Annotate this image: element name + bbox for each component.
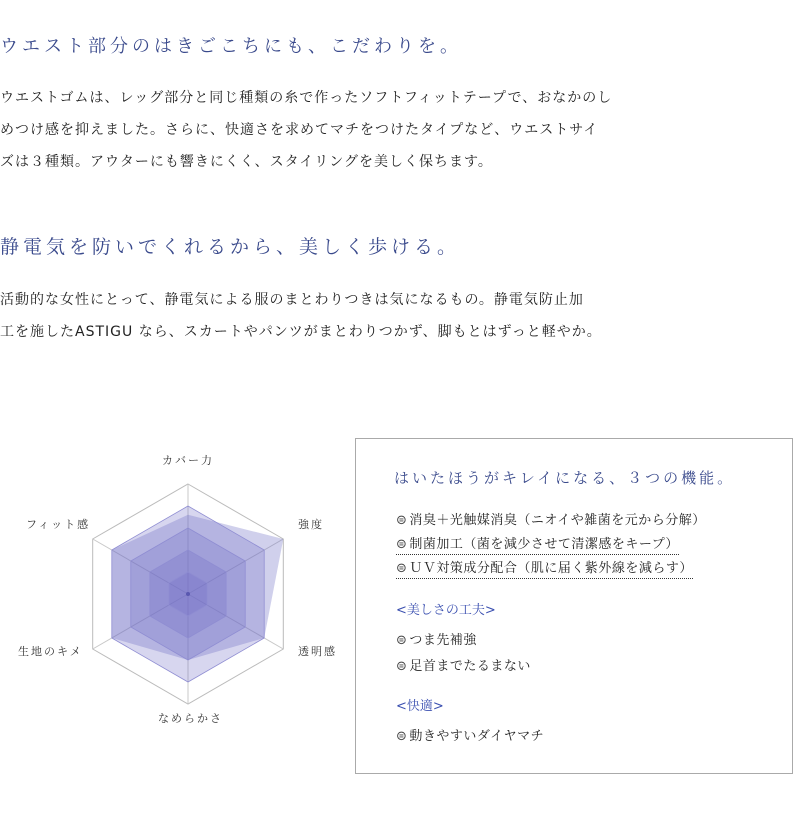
radar-axis-label-transparency: 透明感 (298, 645, 337, 658)
feature-bullet-icon: ⊜ (396, 537, 408, 552)
feature-bullet-icon: ⊜ (396, 659, 408, 674)
radar-axis-label-texture: 生地のキメ (18, 645, 83, 658)
section1-heading: ウエスト部分のはきごこちにも、こだわりを。 (0, 36, 462, 57)
section1-line: めつけ感を抑えました。さらに、快適さを求めてマチをつけたタイプなど、ウエストサイ (0, 122, 599, 138)
section1-paragraph (0, 82, 612, 178)
feature-item: ⊜ 制菌加工（菌を減少させて清潔感をキープ） (396, 533, 679, 555)
comfort-subheading: <快適> (396, 699, 444, 714)
feature-item: ⊜ 足首までたるまない (396, 659, 531, 674)
features-title: はいたほうがキレイになる、３つの機能。 (394, 469, 736, 487)
radar-axis-label-cover: カバー力 (162, 454, 214, 467)
feature-item: ⊜ つま先補強 (396, 633, 477, 648)
feature-item: ⊜ 動きやすいダイヤマチ (396, 729, 545, 744)
feature-bullet-icon: ⊜ (396, 513, 408, 528)
section1-line: ウエストゴムは、レッグ部分と同じ種類の糸で作ったソフトフィットテープで、おなかのし (0, 90, 613, 106)
feature-item: ⊜ ＵＶ対策成分配合（肌に届く紫外線を減らす） (396, 557, 693, 579)
feature-item: ⊜ 消臭＋光触媒消臭（ニオイや雑菌を元から分解） (396, 513, 706, 528)
radar-axis-label-smoothness: なめらかさ (158, 712, 223, 725)
radar-axis-label-fit: フィット感 (26, 518, 91, 531)
radar-axis-label-strength: 強度 (298, 518, 324, 531)
radar-chart (0, 430, 350, 750)
feature-bullet-icon: ⊜ (396, 633, 408, 648)
feature-bullet-icon: ⊜ (396, 729, 408, 744)
features-box (355, 438, 793, 774)
section2-line: 活動的な女性にとって、静電気による服のまとわりつきは気になるもの。静電気防止加 (0, 292, 584, 308)
radar-center-point (186, 592, 190, 596)
section2-line: 工を施したASTIGU なら、スカートやパンツがまとわりつかず、脚もとはずっと軽やか。 (0, 324, 602, 340)
section1-line: ズは３種類。アウターにも響きにくく、スタイリングを美しく保ちます。 (0, 154, 493, 170)
beauty-subheading: <美しさの工夫> (396, 603, 496, 618)
feature-bullet-icon: ⊜ (396, 561, 408, 576)
section2-heading: 静電気を防いでくれるから、美しく歩ける。 (0, 236, 461, 258)
section2-paragraph (0, 284, 602, 348)
